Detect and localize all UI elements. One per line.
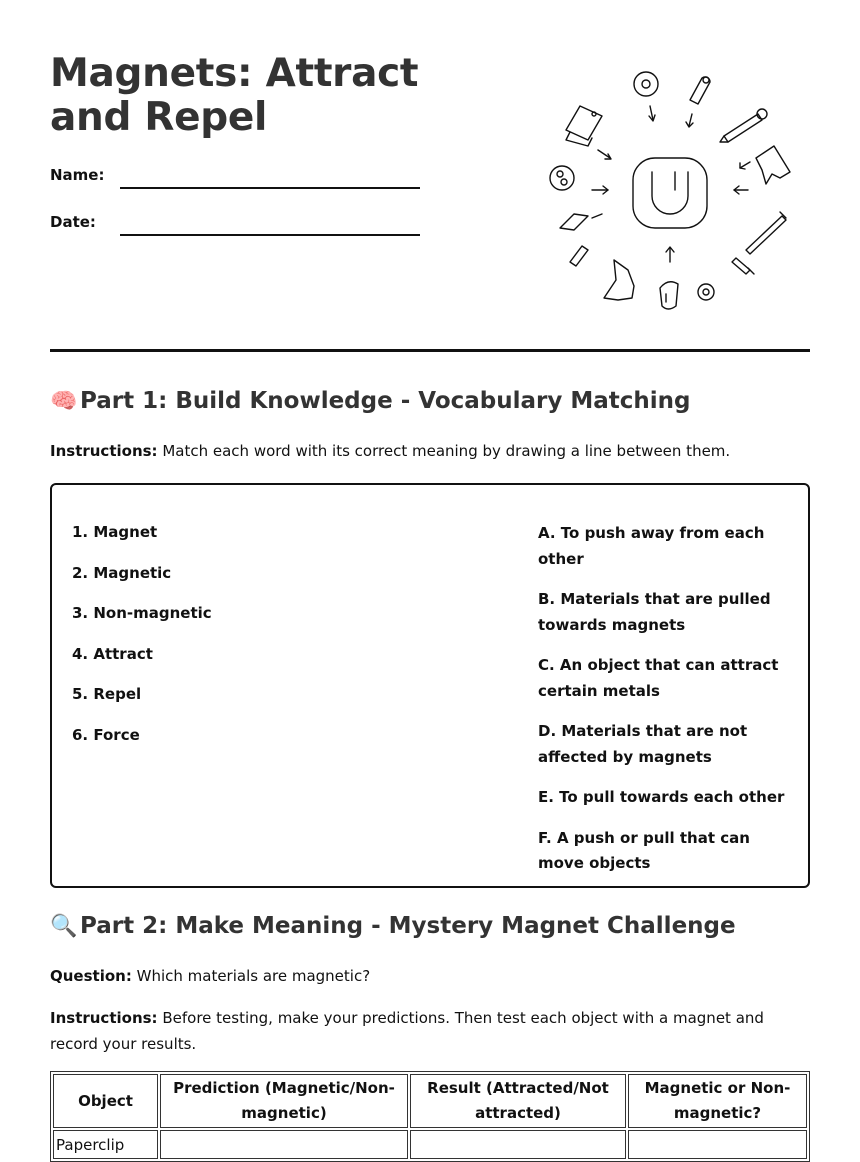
part1-title: Part 1: Build Knowledge - Vocabulary Matching (80, 388, 691, 414)
pen-icon (720, 109, 767, 142)
part1-heading (50, 388, 691, 414)
brain-icon: 🧠 (50, 389, 78, 414)
instructions-label: Instructions: (50, 442, 158, 460)
question-label: Question: (50, 967, 132, 985)
paper-cup-icon (660, 282, 678, 309)
washer-icon (634, 72, 658, 96)
name-label: Name: (50, 166, 105, 184)
foil-icon (604, 260, 634, 300)
term-item[interactable]: 5. Repel (72, 685, 142, 704)
part2-question (50, 963, 810, 989)
magnifying-glass-icon: 🔍 (50, 914, 78, 939)
term-item[interactable]: 4. Attract (72, 644, 153, 663)
date-line[interactable] (120, 234, 420, 236)
instructions-text: Match each word with its correct meaning by drawing a line between them. (162, 442, 731, 460)
part2-title: Part 2: Make Meaning - Mystery Magnet Challenge (80, 913, 736, 939)
arrow-icon (592, 214, 602, 218)
cloth-icon (756, 146, 790, 184)
part1-instructions (50, 438, 810, 464)
coin-icon (550, 166, 574, 190)
definition-item[interactable]: B. Materials that are pulled towards magnets (538, 590, 771, 634)
worksheet-title: Magnets: Attract and Repel (50, 51, 419, 140)
instructions-label: Instructions: (50, 1009, 158, 1027)
part2-heading (50, 913, 736, 939)
terms-column (72, 521, 212, 765)
prediction-cell[interactable] (160, 1130, 408, 1159)
object-cell: Paperclip (53, 1130, 158, 1159)
date-label: Date: (50, 213, 96, 231)
definition-item[interactable]: F. A push or pull that can move objects (538, 828, 750, 872)
eraser-icon (560, 214, 588, 230)
results-table (50, 1071, 810, 1162)
result-cell[interactable] (410, 1130, 626, 1159)
nut-icon (698, 284, 714, 300)
column-header: Result (Attracted/Not attracted) (410, 1074, 626, 1128)
definitions-column (538, 521, 798, 892)
question-text: Which materials are magnetic? (136, 967, 371, 985)
definition-item[interactable]: A. To push away from each other (538, 524, 765, 568)
table-row (53, 1130, 807, 1159)
name-line[interactable] (120, 187, 420, 189)
crayon-icon (570, 246, 588, 266)
safety-pin-icon (690, 77, 710, 104)
binder-clip-icon (566, 106, 602, 146)
horseshoe-magnet-icon (633, 158, 707, 228)
term-item[interactable]: 1. Magnet (72, 523, 158, 541)
magnet-illustration-icon (540, 62, 800, 314)
column-header: Object (53, 1074, 158, 1128)
vocabulary-matching-box (50, 483, 810, 888)
definition-item[interactable]: E. To pull towards each other (538, 788, 785, 806)
nail-icon (746, 212, 786, 254)
term-item[interactable]: 2. Magnetic (72, 563, 172, 582)
arrow-icon (740, 162, 750, 168)
definition-item[interactable]: D. Materials that are not affected by magnets (538, 722, 748, 766)
column-header: Prediction (Magnetic/Non-magnetic) (160, 1074, 408, 1128)
term-item[interactable]: 6. Force (72, 725, 140, 744)
section-divider (50, 349, 810, 352)
definition-item[interactable]: C. An object that can attract certain metals (538, 656, 779, 700)
term-item[interactable]: 3. Non-magnetic (72, 604, 212, 623)
bolt-icon (732, 258, 754, 274)
classification-cell[interactable] (628, 1130, 807, 1159)
part2-instructions (50, 1005, 810, 1057)
table-header-row (53, 1074, 807, 1128)
instructions-text: Before testing, make your predictions. Then test each object with a magnet and record your results. (50, 1009, 764, 1053)
column-header: Magnetic or Non-magnetic? (628, 1074, 807, 1128)
